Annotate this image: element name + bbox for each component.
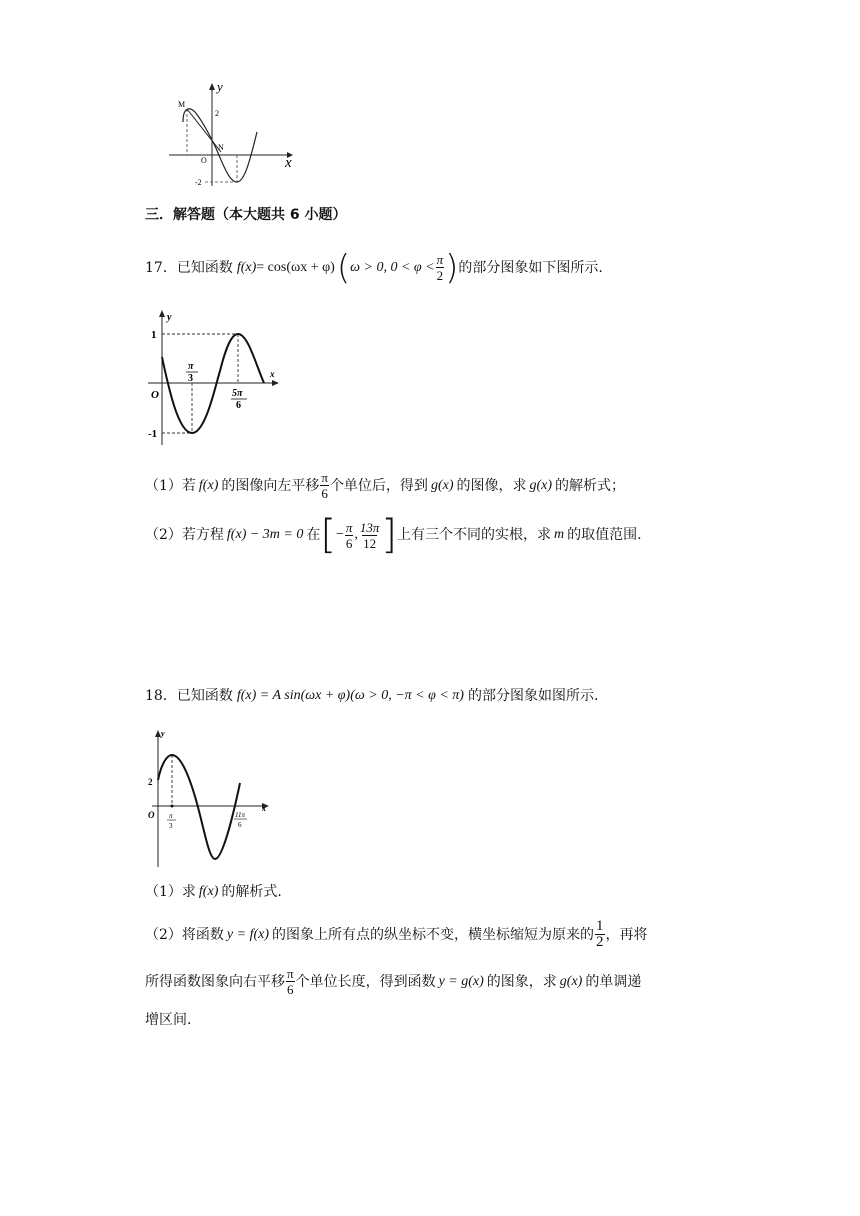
q17-p1-prefix: （1）若 xyxy=(145,477,196,494)
q17-stem xyxy=(145,247,603,288)
q18-p2-l1-mid: 的图象上所有点的纵坐标不变，横坐标缩短为原来的 xyxy=(272,926,595,943)
q17-graph xyxy=(140,305,290,453)
q17-stem-suffix: 的部分图象如下图所示. xyxy=(458,259,603,276)
q17-p2-eq: f(x) − 3m = 0 xyxy=(226,527,304,542)
q17-p1-frac-den: 6 xyxy=(321,486,328,501)
q17-p1-fx: f(x) xyxy=(198,477,219,493)
q17-p2-suffix: 的取值范围. xyxy=(567,527,642,543)
q18-stem-suffix: 的部分图象如图所示. xyxy=(467,688,599,704)
q17-x-label: x xyxy=(270,369,275,379)
q17-paren-open: ( xyxy=(336,247,351,288)
top-label-o: O xyxy=(201,156,207,165)
q17-p1-frac-num: π xyxy=(321,470,328,485)
q18-part2-line1 xyxy=(145,919,648,950)
q17-p1-mid3: 的图像，求 xyxy=(456,477,527,494)
q18-curve xyxy=(158,755,240,859)
q17-p2-b-den: 12 xyxy=(363,535,377,551)
q17-p1-gx2: g(x) xyxy=(529,477,553,493)
q18-x-label: x xyxy=(262,804,266,813)
q18-p2-half-den: 2 xyxy=(596,934,604,950)
q18-p2-eq2: y = g(x) xyxy=(438,973,484,989)
q17-frac-pi2 xyxy=(436,252,445,283)
q18-stem-prefix: 已知函数 xyxy=(176,688,233,704)
q17-p2-m: m xyxy=(554,527,565,542)
q17-stem-prefix: 已知函数 xyxy=(176,259,233,276)
q18-p2-frac-pi6 xyxy=(286,966,295,997)
q17-p1-mid2: 个单位后，得到 xyxy=(329,477,428,494)
q17-t2-num: 5π xyxy=(232,388,243,399)
q17-y-arrow xyxy=(159,310,165,317)
q18-p2-l2-mid: 个单位长度，得到函数 xyxy=(295,973,436,990)
top-label-neg2: -2 xyxy=(195,178,202,187)
q17-p2-prefix: （2）若方程 xyxy=(145,527,224,543)
top-x-label: x xyxy=(285,155,292,171)
q18-p2-l2-prefix: 所得函数图象向右平移 xyxy=(145,973,285,990)
q17-p2-mid1: 在 xyxy=(306,527,321,543)
q17-p2-minus: − xyxy=(335,527,344,542)
top-graph xyxy=(165,78,315,190)
q17-origin: O xyxy=(151,389,159,401)
q17-tick-1: 1 xyxy=(151,329,157,341)
q18-p2-l2-suffix: 的单调递 xyxy=(585,973,642,990)
q18-y-label: y xyxy=(161,729,165,738)
q18-p2-frac-den: 6 xyxy=(287,982,294,997)
q18-t1-den: 3 xyxy=(169,822,173,830)
q18-stem xyxy=(145,686,598,706)
q17-eq: = cos(ωx + φ) xyxy=(256,259,335,275)
q17-frac-num: π xyxy=(436,252,444,267)
section-title: 三．解答题（本大题共 6 小题） xyxy=(145,207,347,223)
top-y-arrow xyxy=(209,83,215,90)
q18-t2-num: 11π xyxy=(235,811,245,819)
q18-p1-prefix: （1）求 xyxy=(145,884,196,900)
q18-number: 18． xyxy=(145,688,177,704)
q18-graph xyxy=(140,725,280,870)
q17-x-arrow xyxy=(272,380,279,386)
q18-p2-frac-half xyxy=(595,919,605,950)
q18-p2-frac-num: π xyxy=(287,966,294,981)
q18-origin: O xyxy=(148,810,155,820)
q18-part2-line2 xyxy=(145,966,641,997)
q18-p1-suffix: 的解析式. xyxy=(221,884,282,900)
q17-number: 17． xyxy=(145,259,177,276)
q17-p2-frac-a xyxy=(345,520,354,551)
q18-p2-l2-mid2: 的图象，求 xyxy=(486,973,557,990)
q18-t1-num: π xyxy=(169,812,173,820)
q17-t1-num: π xyxy=(188,361,194,372)
q18-p2-l1-prefix: （2）将函数 xyxy=(145,926,224,943)
q17-p1-mid1: 的图像向左平移 xyxy=(221,477,320,494)
q17-p1-frac xyxy=(320,470,329,501)
q17-fx: f(x) xyxy=(236,259,257,275)
q17-t2-den: 6 xyxy=(236,400,241,411)
q17-tick-neg1: -1 xyxy=(148,428,158,440)
q18-part2-line3: 增区间. xyxy=(145,1012,192,1028)
q18-part1 xyxy=(145,882,282,902)
q17-frac-den: 2 xyxy=(436,268,444,283)
top-label-n: N xyxy=(218,143,224,152)
q18-point-pi3 xyxy=(171,805,174,808)
q18-p2-half-num: 1 xyxy=(596,918,604,934)
q18-p2-gx: g(x) xyxy=(559,973,583,989)
q18-p1-fx: f(x) xyxy=(198,884,219,899)
q17-p2-bracket-close: ] xyxy=(381,512,398,558)
q18-t2-den: 6 xyxy=(238,821,242,829)
q17-p2-comma: , xyxy=(354,527,358,542)
q18-formula: f(x) = A sin(ωx + φ)(ω > 0, −π < φ < π) xyxy=(236,688,464,703)
q17-p2-a-den: 6 xyxy=(345,535,353,551)
q17-part2 xyxy=(145,512,642,558)
q17-cond: ω > 0, 0 < φ < xyxy=(350,259,435,275)
q17-p2-bracket-open: [ xyxy=(320,512,336,558)
q18-p2-eq1: y = f(x) xyxy=(226,926,270,942)
q17-y-label: y xyxy=(167,312,172,323)
q18-tick-2: 2 xyxy=(148,777,153,787)
q17-p2-b-num: 13π xyxy=(359,519,380,535)
q17-part1 xyxy=(145,470,625,501)
q17-t1-den: 3 xyxy=(188,373,193,384)
q17-p1-gx: g(x) xyxy=(430,477,454,493)
q17-p1-suffix: 的解析式； xyxy=(555,477,626,494)
q17-paren-close: ) xyxy=(445,247,459,288)
q18-p2-l1-suffix: ，再将 xyxy=(605,926,648,943)
q17-p2-a-num: π xyxy=(345,519,353,535)
top-label-2: 2 xyxy=(215,109,219,118)
top-label-m: M xyxy=(178,100,186,109)
q17-p2-mid2: 上有三个不同的实根，求 xyxy=(397,527,552,543)
q17-p2-frac-b xyxy=(359,520,381,551)
top-y-label: y xyxy=(217,79,223,94)
